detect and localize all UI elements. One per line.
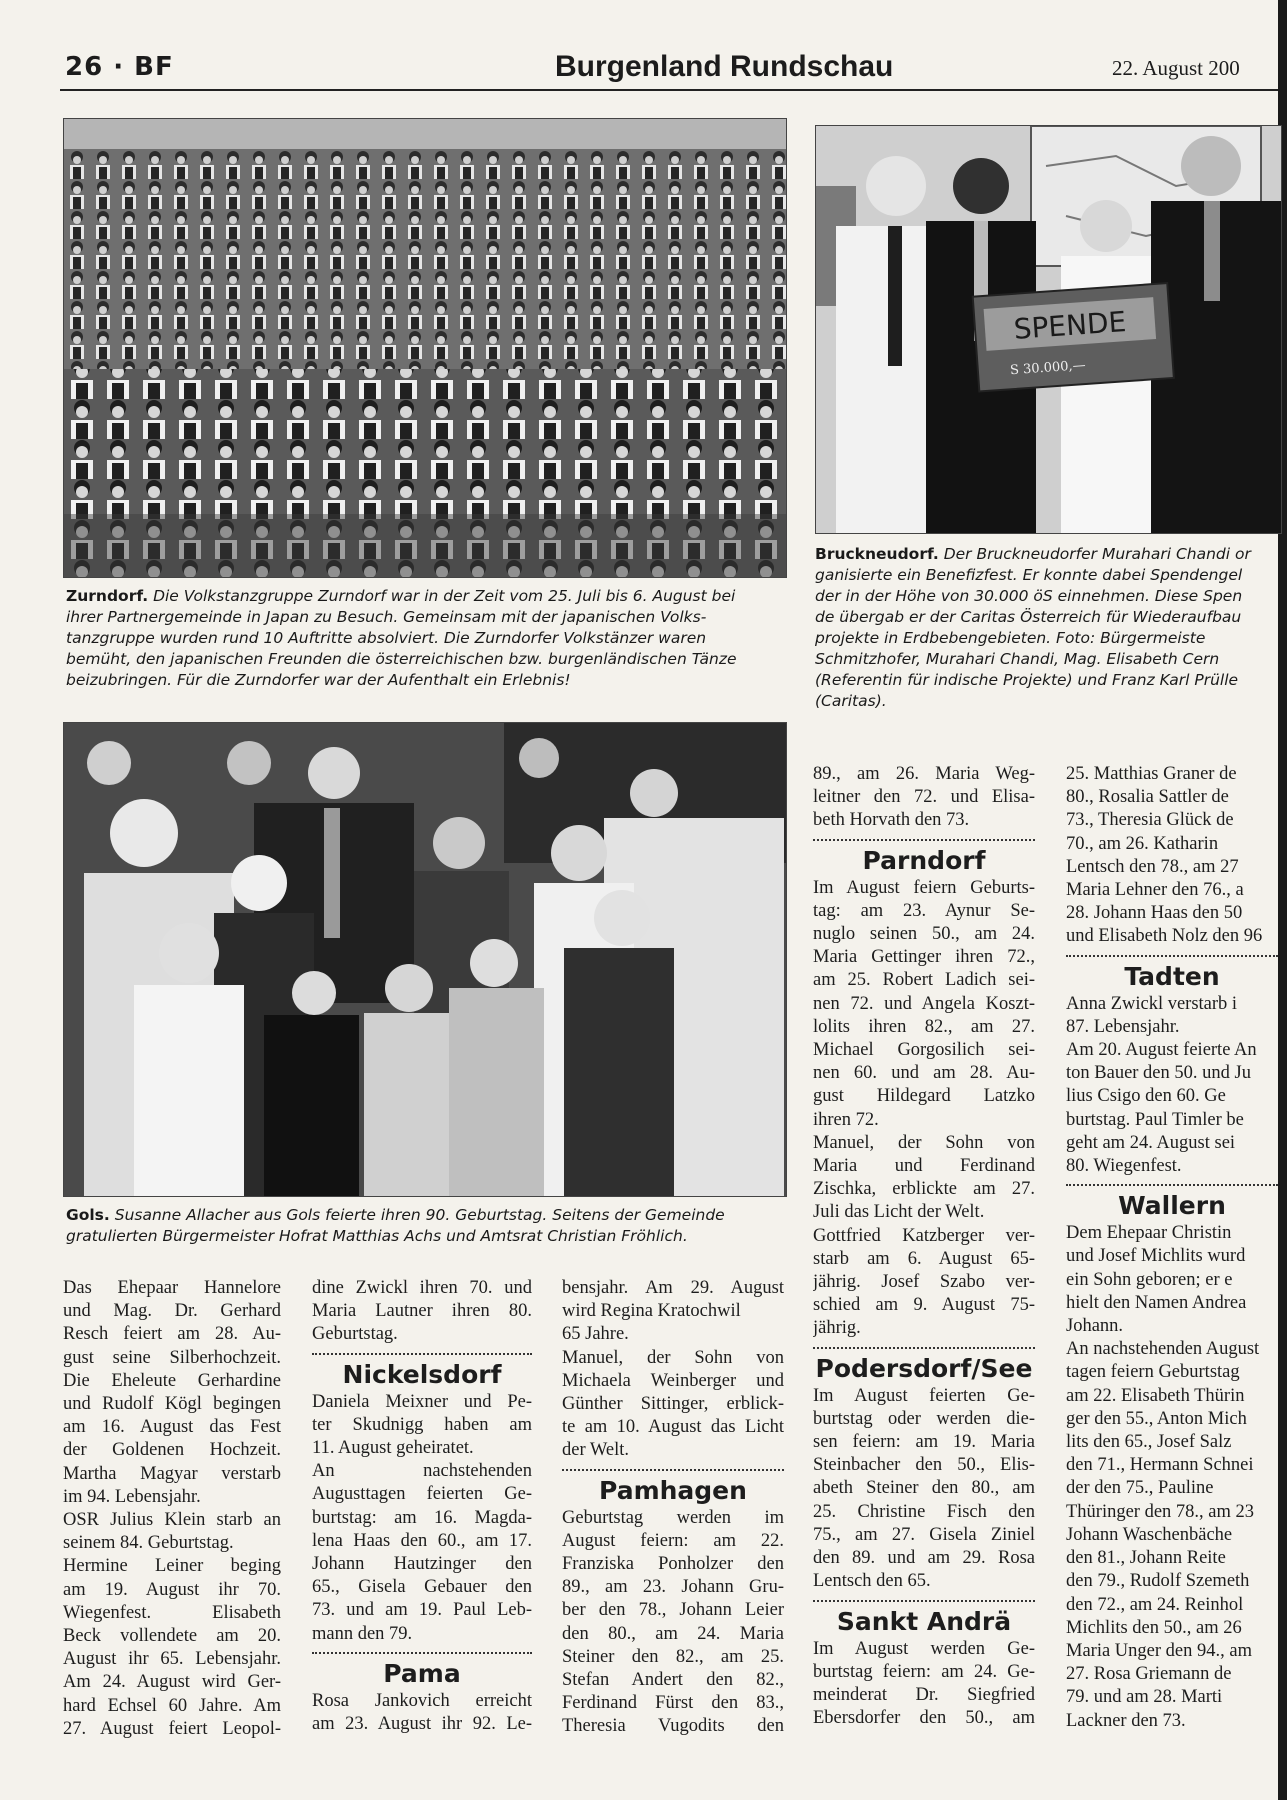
caption-line: Die Volkstanzgruppe Zurndorf war in der Zeit vom 25. Juli bis 6. August bei — [153, 587, 736, 605]
caption-line: bemüht, den japanischen Freunden die österreichischen bzw. burgenländischen Tänze — [66, 650, 737, 668]
text-line: bensjahr. Am 29. August — [562, 1278, 784, 1298]
text-line: der Welt. — [562, 1440, 630, 1461]
text-line: hard Echsel 60 Jahre. Am — [63, 1695, 281, 1716]
text-line: Geburtstag werden im — [562, 1507, 784, 1528]
text-line: 80., Rosalia Sattler de — [1066, 787, 1229, 808]
caption-gols — [66, 1205, 786, 1247]
text-line: Zischka, erblickte am 27. — [813, 1179, 1035, 1200]
caption-place: Gols. — [66, 1206, 110, 1224]
section-heading-parndorf: Parndorf — [813, 839, 1035, 877]
text-line: Maria Gettinger ihren 72., — [813, 947, 1035, 968]
text-line: ihren 72. — [813, 1109, 879, 1130]
text-line: am 23. August ihr 92. Le- — [312, 1714, 532, 1735]
text-line: 70., am 26. Katharin — [1066, 833, 1219, 854]
gols-family-photo — [63, 722, 787, 1197]
text-line: lolits ihren 82., am 27. — [813, 1016, 1035, 1037]
text-line: Die Eheleute Gerhardine — [63, 1370, 281, 1391]
text-line: Franziska Ponholzer den — [562, 1554, 784, 1575]
text-line: starb am 6. August 65- — [813, 1248, 1035, 1269]
caption-place: Zurndorf. — [66, 587, 149, 605]
text-line: August feiern: am 22. — [562, 1530, 784, 1551]
text-line: leitner den 72. und Elisa- — [813, 787, 1035, 808]
text-line: August ihr 65. Lebensjahr. — [63, 1649, 281, 1670]
text-line: der den 75., Pauline — [1066, 1478, 1214, 1499]
caption-line: de übergab er der Caritas Österreich für Wiederaufbau — [815, 608, 1242, 626]
header-rule — [60, 89, 1280, 91]
text-line: am 19. August ihr 70. — [63, 1579, 281, 1600]
caption-zurndorf — [66, 586, 786, 691]
text-line: Im August feierten Ge- — [813, 1385, 1035, 1406]
text-line: nuglo seinen 50., am 24. — [813, 924, 1035, 945]
text-line: Am 24. August wird Ger- — [63, 1672, 281, 1693]
text-line: burtstag: am 16. Magda- — [312, 1507, 532, 1528]
section-heading-wallern: Wallern — [1066, 1184, 1278, 1222]
donation-sign-word: SPENDE — [1012, 305, 1128, 346]
section-heading-pama: Pama — [312, 1652, 532, 1690]
text-line: burtstag. Paul Timler be — [1066, 1109, 1244, 1130]
article-column-2 — [312, 1277, 532, 1736]
text-line: den 80., am 24. Maria — [562, 1623, 784, 1644]
text-line: Lentsch den 78., am 27 — [1066, 856, 1239, 877]
text-line: 73., Theresia Glück de — [1066, 810, 1234, 831]
text-line: te am 10. August das Licht — [562, 1417, 784, 1438]
text-line: Maria Lautner ihren 80. — [312, 1301, 532, 1322]
text-line: wird Regina Kratochwil — [562, 1301, 741, 1322]
text-line: ger den 55., Anton Mich — [1066, 1408, 1247, 1429]
text-line: seinem 84. Geburtstag. — [63, 1533, 234, 1554]
text-line: Anna Zwickl verstarb i — [1066, 993, 1238, 1014]
text-line: den 72., am 24. Reinhol — [1066, 1594, 1244, 1615]
section-heading-tadten: Tadten — [1066, 955, 1278, 993]
caption-line: tanzgruppe wurden rund 10 Auftritte absolviert. Die Zurndorfer Volkstänzer waren — [66, 629, 707, 647]
text-line: geht am 24. August sei — [1066, 1132, 1236, 1153]
text-line: und Josef Michlits wurd — [1066, 1246, 1246, 1267]
text-line: jährig. Josef Szabo ver- — [813, 1272, 1035, 1293]
text-line: Resch feiert am 28. Au- — [63, 1324, 281, 1345]
text-line: ber den 78., Johann Leier — [562, 1600, 784, 1621]
text-line: Maria Unger den 94., am — [1066, 1640, 1252, 1661]
article-column-4 — [813, 763, 1035, 1730]
text-line: Steiner den 82., am 25. — [562, 1646, 784, 1667]
text-line: den 79., Rudolf Szemeth — [1066, 1571, 1250, 1592]
text-line: 79. und am 28. Marti — [1066, 1687, 1223, 1708]
text-line: den 81., Johann Reite — [1066, 1548, 1226, 1569]
caption-line: beizubringen. Für die Zurndorfer war der Aufenthalt ein Erlebnis! — [66, 671, 571, 689]
text-line: abeth Steiner den 80., am — [813, 1478, 1035, 1499]
text-line: 25. Matthias Graner de — [1066, 764, 1237, 784]
text-line: der Goldenen Hochzeit. — [63, 1440, 281, 1461]
text-line: burtstag oder werden die- — [813, 1408, 1035, 1429]
text-line: und Elisabeth Nolz den 96 — [1066, 926, 1263, 947]
text-line: dine Zwickl ihren 70. und — [312, 1278, 532, 1298]
text-line: im 94. Lebensjahr. — [63, 1486, 201, 1507]
text-line: Im August werden Ge- — [813, 1638, 1035, 1659]
text-line: und Mag. Dr. Gerhard — [63, 1301, 281, 1322]
zurndorf-group-photo — [63, 118, 787, 578]
text-line: 75., am 27. Gisela Ziniel — [813, 1524, 1035, 1545]
text-line: Martha Magyar verstarb — [63, 1463, 281, 1484]
text-line: Manuel, der Sohn von — [562, 1347, 784, 1368]
text-line: tagen feiern Geburtstag — [1066, 1362, 1240, 1383]
text-line: Manuel, der Sohn von — [813, 1132, 1035, 1153]
text-line: ton Bauer den 50. und Ju — [1066, 1063, 1251, 1084]
text-line: Das Ehepaar Hannelore — [63, 1278, 281, 1298]
caption-line: ihrer Partnergemeinde in Japan zu Besuch. Gemeinsam mit der japanischen Volks- — [66, 608, 707, 626]
text-line: 11. August geheiratet. — [312, 1438, 474, 1459]
section-heading-pamhagen: Pamhagen — [562, 1469, 784, 1507]
text-line: Lentsch den 65. — [813, 1571, 931, 1592]
text-line: mann den 79. — [312, 1623, 413, 1644]
text-line: und Rudolf Kögl begingen — [63, 1394, 281, 1415]
caption-line: (Referentin für indische Projekte) und Franz Karl Prülle — [815, 671, 1239, 689]
text-line: An nachstehenden August — [1066, 1339, 1260, 1360]
text-line: Maria und Ferdinand — [813, 1156, 1035, 1177]
text-line: sen feiern: am 19. Maria — [813, 1432, 1035, 1453]
text-line: lius Csigo den 60. Ge — [1066, 1086, 1226, 1107]
text-line: nen 60. und am 28. Au- — [813, 1063, 1035, 1084]
text-line: Augusttagen feierten Ge- — [312, 1484, 532, 1505]
text-line: Michaela Weinberger und — [562, 1370, 784, 1391]
text-line: OSR Julius Klein starb an — [63, 1510, 281, 1531]
text-line: hielt den Namen Andrea — [1066, 1292, 1247, 1313]
caption-line: Der Bruckneudorfer Murahari Chandi or — [943, 545, 1251, 563]
text-line: Im August feiern Geburts- — [813, 877, 1035, 898]
text-line: lits den 65., Josef Salz — [1066, 1432, 1232, 1453]
text-line: beth Horvath den 73. — [813, 810, 970, 831]
text-line: schied am 9. August 75- — [813, 1295, 1035, 1316]
text-line: 25. Christine Fisch den — [813, 1501, 1035, 1522]
text-line: Dem Ehepaar Christin — [1066, 1223, 1232, 1244]
text-line: den 89. und am 29. Rosa — [813, 1548, 1035, 1569]
text-line: gust seine Silberhochzeit. — [63, 1347, 281, 1368]
text-line: Stefan Andert den 82., — [562, 1670, 784, 1691]
text-line: Thüringer den 78., am 23 — [1066, 1501, 1255, 1522]
text-line: 65 Jahre. — [562, 1324, 629, 1345]
text-line: 89., am 23. Johann Gru- — [562, 1577, 784, 1598]
article-column-1 — [63, 1277, 281, 1741]
text-line: Ebersdorfer den 50., am — [813, 1708, 1035, 1729]
text-line: lena Haas den 60., am 17. — [312, 1530, 532, 1551]
caption-line: der in der Höhe von 30.000 öS einnehmen. Diese Spen — [815, 587, 1243, 605]
newspaper-title: Burgenland Rundschau — [555, 50, 894, 83]
bruckneudorf-donation-photo — [815, 125, 1282, 534]
text-line: Michlits den 50., am 26 — [1066, 1617, 1242, 1638]
article-column-3 — [562, 1277, 784, 1739]
text-line: 27. Rosa Griemann de — [1066, 1664, 1232, 1685]
text-line: An nachstehenden — [312, 1461, 532, 1482]
text-line: Michael Gorgosilich sei- — [813, 1040, 1035, 1061]
text-line: 28. Johann Haas den 50 — [1066, 903, 1243, 924]
caption-line: Schmitzhofer, Murahari Chandi, Mag. Elisabeth Cern — [815, 650, 1220, 668]
text-line: Günther Sittinger, erblick- — [562, 1394, 784, 1415]
text-line: Johann Hautzinger den — [312, 1554, 532, 1575]
issue-date: 22. August 200 — [1112, 56, 1240, 80]
text-line: Theresia Vugodits den — [562, 1716, 784, 1737]
caption-line: ganisierte ein Benefizfest. Er konnte dabei Spendengel — [815, 566, 1243, 584]
text-line: meinderat Dr. Siegfried — [813, 1684, 1035, 1705]
text-line: den 71., Hermann Schnei — [1066, 1455, 1254, 1476]
caption-line: projekte in Erdbebengebieten. Foto: Bürgermeiste — [815, 629, 1206, 647]
text-line: Johann Waschenbäche — [1066, 1524, 1233, 1545]
text-line: Daniela Meixner und Pe- — [312, 1391, 532, 1412]
text-line: Lackner den 73. — [1066, 1710, 1186, 1731]
section-heading-nickelsdorf: Nickelsdorf — [312, 1353, 532, 1391]
caption-line: (Caritas). — [815, 692, 887, 710]
text-line: Geburtstag. — [312, 1324, 398, 1345]
text-line: Am 20. August feierte An — [1066, 1040, 1257, 1061]
section-heading-podersdorf: Podersdorf/See — [813, 1347, 1035, 1385]
text-line: Gottfried Katzberger ver- — [813, 1225, 1035, 1246]
text-line: ter Skudnigg haben am — [312, 1414, 532, 1435]
caption-place: Bruckneudorf. — [815, 545, 939, 563]
text-line: am 22. Elisabeth Thürin — [1066, 1385, 1245, 1406]
text-line: 27. August feiert Leopol- — [63, 1718, 281, 1739]
text-line: 65., Gisela Gebauer den — [312, 1577, 532, 1598]
text-line: 87. Lebensjahr. — [1066, 1016, 1180, 1037]
text-line: Wiegenfest. Elisabeth — [63, 1602, 281, 1623]
text-line: burtstag feiern: am 24. Ge- — [813, 1661, 1035, 1682]
text-line: Beck vollendete am 20. — [63, 1626, 281, 1647]
text-line: Rosa Jankovich erreicht — [312, 1690, 532, 1711]
text-line: Steinbacher den 50., Elis- — [813, 1455, 1035, 1476]
text-line: Hermine Leiner beging — [63, 1556, 281, 1577]
page-number: 26 · BF — [65, 52, 174, 82]
text-line: am 16. August das Fest — [63, 1417, 281, 1438]
text-line: 73. und am 19. Paul Leb- — [312, 1600, 532, 1621]
text-line: 80. Wiegenfest. — [1066, 1156, 1182, 1177]
text-line: Juli das Licht der Welt. — [813, 1202, 985, 1223]
article-column-5 — [1066, 763, 1278, 1733]
text-line: am 25. Robert Ladich sei- — [813, 970, 1035, 991]
caption-line: Susanne Allacher aus Gols feierte ihren 90. Geburtstag. Seitens der Gemeinde — [114, 1206, 725, 1224]
text-line: gust Hildegard Latzko — [813, 1086, 1035, 1107]
text-line: Maria Lehner den 76., a — [1066, 880, 1244, 901]
section-heading-sankt-andrae: Sankt Andrä — [813, 1600, 1035, 1638]
text-line: 89., am 26. Maria Weg- — [813, 764, 1035, 784]
text-line: nen 72. und Angela Koszt- — [813, 993, 1035, 1014]
caption-bruckneudorf — [815, 544, 1277, 712]
text-line: Ferdinand Fürst den 83., — [562, 1693, 784, 1714]
text-line: Johann. — [1066, 1316, 1124, 1337]
text-line: ein Sohn geboren; er e — [1066, 1269, 1233, 1290]
caption-line: gratulierten Bürgermeister Hofrat Matthias Achs und Amtsrat Christian Fröhlich. — [66, 1227, 688, 1245]
text-line: jährig. — [813, 1318, 861, 1339]
text-line: tag: am 23. Aynur Se- — [813, 900, 1035, 921]
donation-sign-amount: S 30.000,— — [1009, 358, 1087, 379]
